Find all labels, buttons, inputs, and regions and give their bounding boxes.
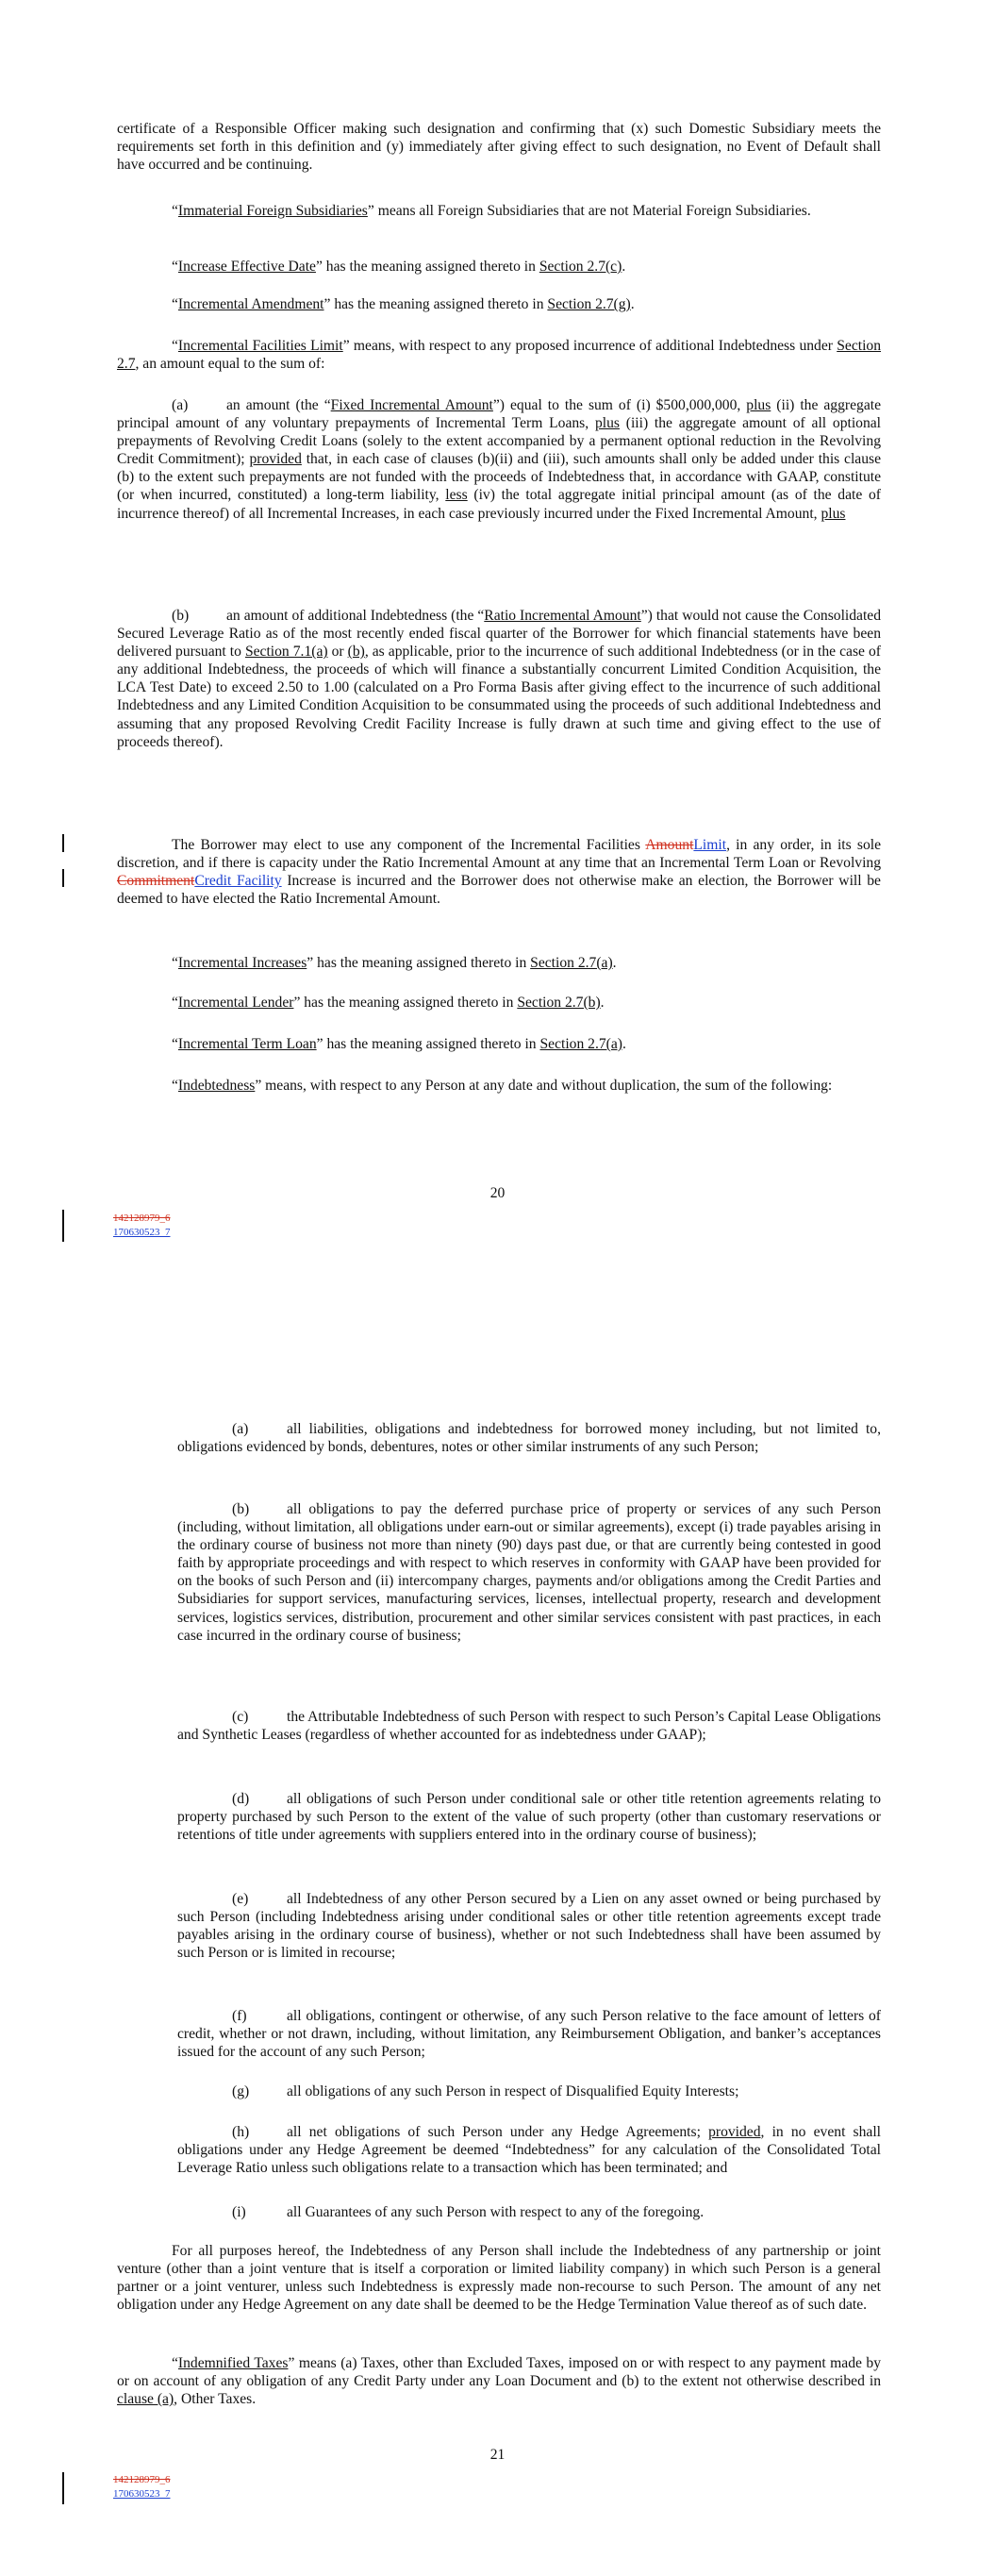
change-bar	[62, 1210, 64, 1242]
indebtedness-item-d: (d) all obligations of such Person under conditional sale or other title retention agreements relating to property purchased by such Person to the extent of the value of such property (other than customary reservations or retentions of title under agreements with suppliers entered into in the ordinary course of business);	[177, 1791, 881, 1844]
footer-doc-id-inserted: 170630523_7	[113, 1227, 171, 1238]
indebtedness-item-f: (f) all obligations, contingent or otherwise, of any such Person relative to the face amount of letters of credit, whether or not drawn, including, without limitation, any Reimbursement Obligation, and banker’s acceptances issued for the account of any such Person;	[177, 2008, 881, 2061]
page-number: 21	[489, 2447, 506, 2463]
definition-indemnified-taxes: “Indemnified Taxes” means (a) Taxes, other than Excluded Taxes, imposed on or with respect to any payment made by or on account of any obligation of any Credit Party under any Loan Document and (b) to the extent not otherwise described in clause (a), Other Taxes.	[117, 2355, 881, 2408]
definition-indebtedness: “Indebtedness” means, with respect to any Person at any date and without duplication, the sum of the following:	[172, 1078, 833, 1094]
definition-increase-effective-date: “Increase Effective Date” has the meaning assigned thereto in Section 2.7(c).	[172, 259, 626, 275]
indebtedness-item-c: (c) the Attributable Indebtedness of such Person with respect to such Person’s Capital Lease Obligations and Synthetic Leases (regardless of whether accounted for as indebtedness under GAAP);	[177, 1709, 881, 1744]
footer-doc-id-deleted: 142128979_6	[113, 1213, 171, 1224]
definition-incremental-increases: “Incremental Increases” has the meaning assigned thereto in Section 2.7(a).	[172, 955, 617, 971]
definition-immaterial-foreign-subsidiaries: “Immaterial Foreign Subsidiaries” means all Foreign Subsidiaries that are not Material Foreign Subsidiaries.	[172, 203, 811, 219]
indebtedness-item-h: (h) all net obligations of such Person under any Hedge Agreements; provided, in no event shall obligations under any Hedge Agreement be deemed “Indebtedness” for any calculation of the Consolidated Total Leverage Ratio unless such obligations relate to a transaction which has been terminated; and	[177, 2124, 882, 2177]
indebtedness-item-b: (b) all obligations to pay the deferred purchase price of property or services of any such Person (including, without limitation, all obligations under earn-out or similar agreements), except (i) trade payables arising in the ordinary course of business not more than ninety (90) days past due, or that are currently being contested in good faith by appropriate proceedings and with respect to which reserves in conformity with GAAP have been provided for on the books of such Person and (ii) intercompany charges, payments and/or obligations among the Credit Parties and Subsidiaries for support services, manufacturing services, licenses, intellectual property, research and development services, logistics services, distribution, procurement and other similar services consistent with past practices, in each case incurred in the ordinary course of business;	[177, 1501, 881, 1644]
definition-incremental-facilities-limit: “Incremental Facilities Limit” means, with respect to any proposed incurrence of additional Indebtedness under Section 2.7, an amount equal to the sum of:	[117, 338, 881, 373]
document-page-21	[0, 1297, 995, 2576]
clause-a-fixed-incremental-amount: (a) an amount (the “Fixed Incremental Amount”) equal to the sum of (i) $500,000,000, plus (ii) the aggregate principal amount of any voluntary prepayments of Incremental Term Loans, plus (iii) the aggregate amount of all optional prepayments of Revolving Credit Loans (solely to the extent accompanied by a permanent optional reduction in the Revolving Credit Commitment); provided that, in each case of clauses (b)(ii) and (iii), such amounts shall only be added under this clause (b) to the extent such prepayments are not funded with the proceeds of Indebtedness that, in accordance with GAAP, constitute (or when incurred, constituted) a long-term liability, less (iv) the total aggregate initial principal amount (as of the date of incurrence thereof) of all Incremental Increases, in each case previously incurred under the Fixed Incremental Amount, plus	[117, 397, 882, 522]
indebtedness-item-e: (e) all Indebtedness of any other Person secured by a Lien on any asset owned or being purchased by such Person (including Indebtedness arising under conditional sales or other title retention agreements except trade payables arising in the ordinary course of business), whether or not such Indebtedness shall have been assumed by such Person or is limited in recourse;	[177, 1891, 881, 1962]
indebtedness-item-a: (a) all liabilities, obligations and indebtedness for borrowed money including, but not limited to, obligations evidenced by bonds, debentures, notes or other similar instruments of any such Person;	[177, 1421, 881, 1456]
page-number: 20	[489, 1185, 506, 1201]
definition-incremental-term-loan: “Incremental Term Loan” has the meaning assigned thereto in Section 2.7(a).	[172, 1036, 626, 1052]
footer-doc-id-inserted: 170630523_7	[113, 2488, 171, 2500]
paragraph-intro: certificate of a Responsible Officer making such designation and confirming that (x) such Domestic Subsidiary meets the requirements set forth in this definition and (y) immediately after giving effect to such designation, no Event of Default shall have occurred and be continuing.	[117, 121, 881, 174]
indebtedness-item-g: (g) all obligations of any such Person in respect of Disqualified Equity Interests;	[232, 2083, 739, 2099]
indebtedness-item-i: (i) all Guarantees of any such Person with respect to any of the foregoing.	[232, 2204, 705, 2220]
change-bar	[62, 2472, 64, 2504]
definition-incremental-amendment: “Incremental Amendment” has the meaning assigned thereto in Section 2.7(g).	[172, 296, 635, 312]
paragraph-for-all-purposes: For all purposes hereof, the Indebtedness of any Person shall include the Indebtedness of any partnership or joint venture (other than a joint venture that is itself a corporation or limited liability company) in which such Person is a general partner or a joint venturer, unless such Indebtedness is expressly made non-recourse to such Person. The amount of any net obligation under any Hedge Agreement on any date shall be deemed to be the Hedge Termination Value thereof as of such date.	[117, 2243, 881, 2314]
footer-doc-id-deleted: 142128979_6	[113, 2474, 171, 2485]
change-bar	[62, 834, 64, 852]
paragraph-borrower-election: The Borrower may elect to use any component of the Incremental Facilities AmountLimit, in any order, in its sole discretion, and if there is capacity under the Ratio Incremental Amount at any time that an Incremental Term Loan or Revolving CommitmentCredit Facility Increase is incurred and the Borrower does not otherwise make an election, the Borrower will be deemed to have elected the Ratio Incremental Amount.	[117, 837, 881, 908]
definition-incremental-lender: “Incremental Lender” has the meaning assigned thereto in Section 2.7(b).	[172, 995, 605, 1011]
change-bar	[62, 869, 64, 887]
clause-b-ratio-incremental-amount: (b) an amount of additional Indebtedness (the “Ratio Incremental Amount”) that would not cause the Consolidated Secured Leverage Ratio as of the most recently ended fiscal quarter of the Borrower for which financial statements have been delivered pursuant to Section 7.1(a) or (b), as applicable, prior to the incurrence of such additional Indebtedness (or in the case of any additional Indebtedness, the proceeds of which will finance a substantially concurrent Limited Condition Acquisition, the LCA Test Date) to exceed 2.50 to 1.00 (calculated on a Pro Forma Basis after giving effect to the incurrence of such additional Indebtedness and any Limited Condition Acquisition to be consummated using the proceeds of such additional Indebtedness and assuming that any proposed Revolving Credit Facility Increase is fully drawn at such time and giving effect to the use of proceeds thereof).	[117, 608, 881, 750]
